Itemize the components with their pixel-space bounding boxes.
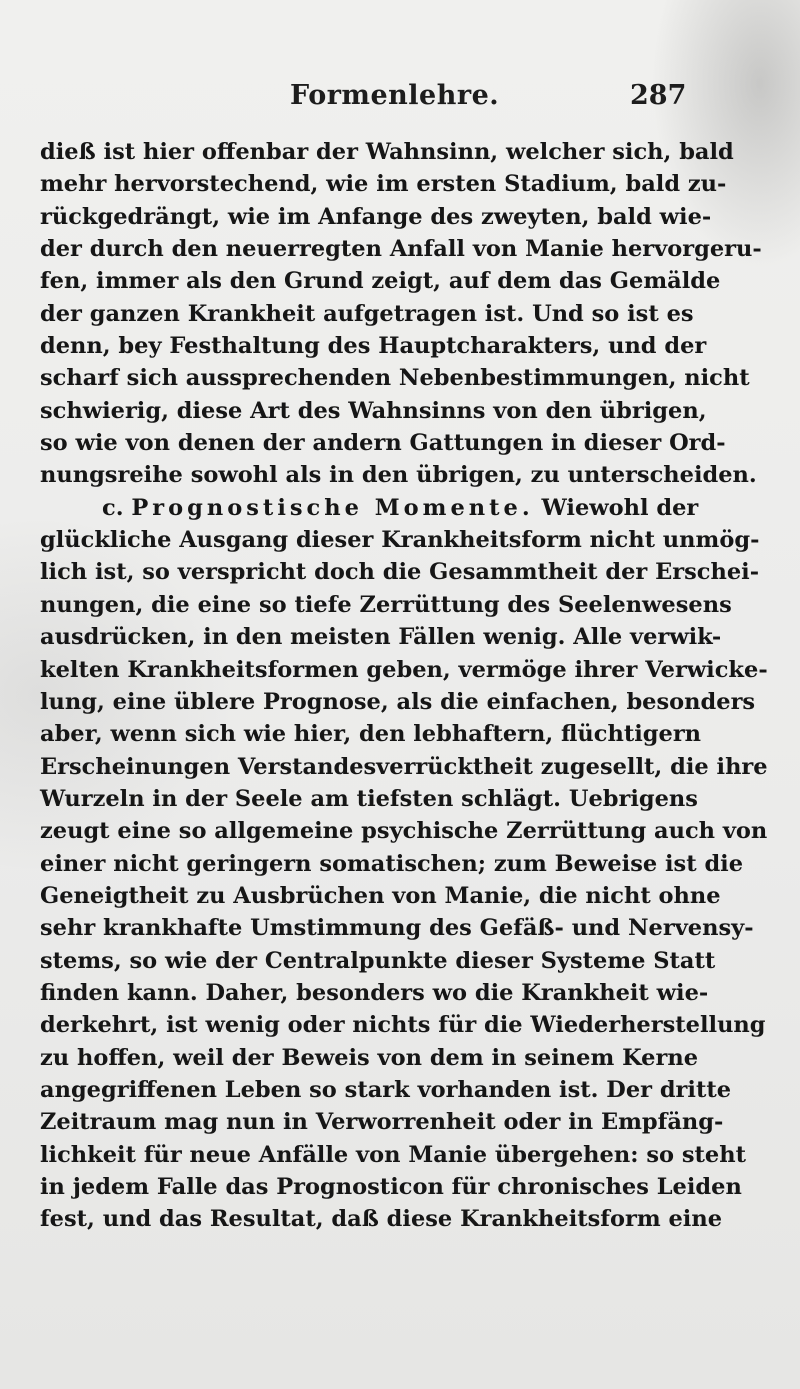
- body-text: [40, 136, 768, 1236]
- text-line: glückliche Ausgang dieser Krankheitsform nicht unmög-: [40, 527, 760, 554]
- text-line: der durch den neuerregten Anfall von Manie hervorgeru-: [40, 236, 762, 263]
- running-title: Formenlehre.: [290, 80, 500, 111]
- text-line: dieß ist hier offenbar der Wahnsinn, welcher sich, bald: [40, 139, 734, 165]
- text-line: so wie von denen der andern Gattungen in dieser Ord-: [40, 430, 726, 457]
- text-line: denn, bey Festhaltung des Hauptcharakters, und der: [40, 333, 707, 360]
- section-marker: c.: [102, 494, 124, 521]
- text-line: Zeitraum mag nun in Verworrenheit oder in Empfäng-: [40, 1109, 724, 1136]
- text-line: zu hoffen, weil der Beweis von dem in seinem Kerne: [40, 1044, 699, 1071]
- text-line: in jedem Falle das Prognosticon für chronisches Leiden: [40, 1174, 742, 1200]
- text-line: lung, eine üblere Prognose, als die einfachen, besonders: [40, 688, 756, 715]
- text-line: nungsreihe sowohl als in den übrigen, zu unterscheiden.: [40, 462, 757, 489]
- text-line: stems, so wie der Centralpunkte dieser Systeme Statt: [40, 947, 716, 974]
- text-line: fen, immer als den Grund zeigt, auf dem das Gemälde: [40, 268, 721, 295]
- running-head: [0, 80, 800, 120]
- text-line: lich ist, so verspricht doch die Gesammtheit der Erschei-: [40, 559, 760, 586]
- text-line: finden kann. Daher, besonders wo die Krankheit wie-: [40, 979, 709, 1006]
- text-line: sehr krankhafte Umstimmung des Gefäß- und Nervensy-: [40, 915, 754, 942]
- text-line: einer nicht geringern somatischen; zum Beweise ist die: [40, 850, 744, 877]
- text-line: zeugt eine so allgemeine psychische Zerrüttung auch von: [40, 818, 768, 845]
- text-line: scharf sich aussprechenden Nebenbestimmungen, nicht: [40, 365, 750, 392]
- text-line: rückgedrängt, wie im Anfange des zweyten, bald wie-: [40, 203, 712, 230]
- text-line: Erscheinungen Verstandesverrücktheit zugesellt, die ihre: [40, 753, 768, 780]
- text-line: Wurzeln in der Seele am tiefsten schlägt. Uebrigens: [40, 785, 698, 812]
- text-line: angegriffenen Leben so stark vorhanden ist. Der dritte: [40, 1076, 732, 1103]
- text-line: schwierig, diese Art des Wahnsinns von den übrigen,: [40, 397, 707, 424]
- text-line: kelten Krankheitsformen geben, vermöge ihrer Verwicke-: [40, 656, 768, 683]
- text-line: nungen, die eine so tiefe Zerrüttung des Seelenwesens: [40, 591, 732, 618]
- text-line: der ganzen Krankheit aufgetragen ist. Und so ist es: [40, 300, 694, 327]
- text-line: aber, wenn sich wie hier, den lebhaftern, flüchtigern: [40, 721, 702, 748]
- text-line: mehr hervorstechend, wie im ersten Stadium, bald zu-: [40, 171, 727, 198]
- section-heading: Prognostische Momente.: [131, 494, 534, 521]
- section-heading-line: [40, 492, 699, 524]
- text-line: fest, und das Resultat, daß diese Krankheitsform eine: [40, 1206, 723, 1233]
- text-line: lichkeit für neue Anfälle von Manie übergehen: so steht: [40, 1141, 746, 1168]
- section-text: Wiewohl der: [541, 494, 699, 521]
- text-line: Geneigtheit zu Ausbrüchen von Manie, die nicht ohne: [40, 882, 721, 909]
- text-line: derkehrt, ist wenig oder nichts für die Wiederherstellung: [40, 1012, 766, 1039]
- text-line: ausdrücken, in den meisten Fällen wenig. Alle verwik-: [40, 624, 722, 651]
- page-number: 287: [630, 80, 687, 111]
